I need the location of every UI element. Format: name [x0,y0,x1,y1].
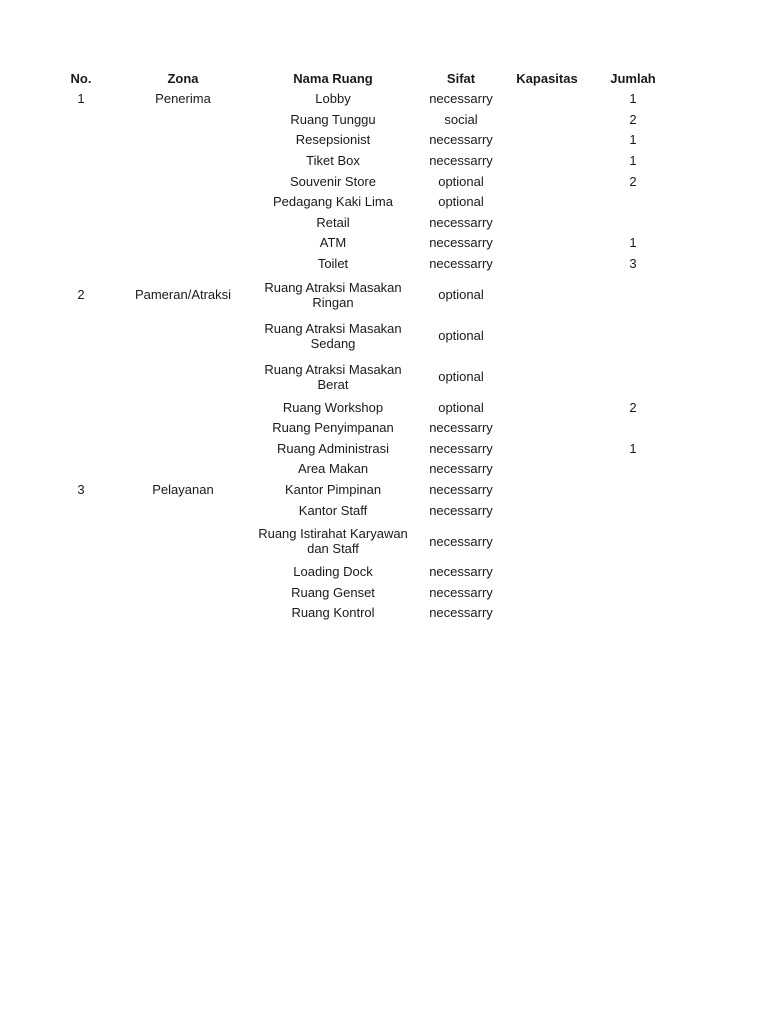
header-jumlah: Jumlah [610,70,656,86]
cell-nama-ruang: Pedagang Kaki Lima [273,194,393,210]
cell-jumlah [590,213,676,234]
cell-nama-ruang: Kantor Pimpinan [284,482,382,498]
cell-zona [118,459,248,480]
cell-zona [118,254,248,275]
cell-zona [118,397,248,418]
cell-kapasitas [504,356,590,397]
cell-no [44,171,118,192]
cell-sifat: necessarry [429,605,493,621]
cell-sifat: optional [438,194,484,210]
cell-no [44,356,118,397]
cell-kapasitas [504,110,590,131]
cell-zona [118,213,248,234]
cell-sifat: necessarry [429,482,493,498]
cell-zona [118,151,248,172]
cell-kapasitas [504,397,590,418]
cell-sifat: necessarry [429,502,493,518]
cell-sifat: necessarry [429,235,493,251]
cell-sifat: optional [438,399,484,415]
table-row [44,315,676,356]
cell-sifat: necessarry [429,440,493,456]
cell-jumlah: 1 [629,440,637,456]
cell-no [44,562,118,583]
cell-kapasitas [504,274,590,315]
header-sifat: Sifat [446,70,476,86]
cell-zona [118,439,248,460]
cell-kapasitas [504,233,590,254]
cell-jumlah: 2 [629,399,637,415]
cell-sifat: necessarry [429,153,493,169]
cell-zona [118,521,248,562]
cell-kapasitas [504,315,590,356]
table-row [44,151,676,172]
cell-jumlah: 1 [629,153,637,169]
cell-zona [118,418,248,439]
cell-zona [118,583,248,604]
cell-nama-ruang: Tiket Box [306,153,360,169]
cell-nama-ruang: Ruang Atraksi Masakan Sedang [264,320,402,351]
cell-sifat: optional [438,287,484,303]
cell-jumlah: 2 [629,111,637,127]
cell-zona [118,500,248,521]
cell-no [44,521,118,562]
table-row [44,274,676,315]
table-row [44,130,676,151]
cell-no [44,110,118,131]
table-row [44,89,676,110]
cell-zona [118,356,248,397]
cell-nama-ruang: Resepsionist [295,132,371,148]
cell-kapasitas [504,151,590,172]
table-row [44,213,676,234]
table-row [44,500,676,521]
cell-kapasitas [504,254,590,275]
cell-kapasitas [504,439,590,460]
cell-jumlah [590,480,676,501]
header-kapasitas: Kapasitas [516,70,578,86]
cell-sifat: necessarry [429,584,493,600]
cell-jumlah [590,356,676,397]
cell-zona [118,110,248,131]
table-row [44,397,676,418]
cell-zona [118,171,248,192]
header-row [44,68,676,89]
table-row [44,562,676,583]
cell-kapasitas [504,480,590,501]
cell-jumlah [590,274,676,315]
cell-kapasitas [504,130,590,151]
cell-nama-ruang: Ruang Atraksi Masakan Ringan [264,279,402,310]
table-row [44,171,676,192]
header-nama-ruang: Nama Ruang [293,70,373,86]
table-row [44,254,676,275]
cell-sifat: optional [438,328,484,344]
cell-sifat: necessarry [429,420,493,436]
cell-sifat: necessarry [429,564,493,580]
cell-sifat: optional [438,173,484,189]
cell-zona [118,192,248,213]
cell-jumlah [590,418,676,439]
cell-nama-ruang: Area Makan [297,461,369,477]
table-row [44,480,676,501]
cell-no [44,397,118,418]
table-row [44,110,676,131]
cell-kapasitas [504,213,590,234]
cell-jumlah: 1 [629,91,637,107]
cell-nama-ruang: Ruang Genset [291,584,375,600]
cell-sifat: necessarry [429,256,493,272]
cell-sifat: necessarry [429,461,493,477]
cell-kapasitas [504,521,590,562]
cell-sifat: necessarry [429,533,493,549]
table-body [44,89,676,624]
cell-jumlah [590,192,676,213]
table-row [44,521,676,562]
cell-zona [118,130,248,151]
cell-no [44,418,118,439]
cell-no: 3 [77,482,85,498]
cell-nama-ruang: ATM [319,235,347,251]
table-row [44,583,676,604]
cell-no [44,192,118,213]
cell-jumlah: 1 [629,132,637,148]
cell-nama-ruang: Loading Dock [293,564,373,580]
cell-zona: Pelayanan [152,482,214,498]
cell-nama-ruang: Toilet [317,256,349,272]
cell-no: 1 [77,91,85,107]
cell-kapasitas [504,562,590,583]
cell-jumlah [590,459,676,480]
table-row [44,459,676,480]
cell-no [44,233,118,254]
table-row [44,418,676,439]
cell-kapasitas [504,459,590,480]
cell-no [44,459,118,480]
cell-nama-ruang: Souvenir Store [290,173,376,189]
cell-sifat: necessarry [429,132,493,148]
cell-zona: Pameran/Atraksi [134,287,232,303]
table-row [44,233,676,254]
cell-nama-ruang: Kantor Staff [298,502,368,518]
cell-nama-ruang: Ruang Atraksi Masakan Berat [264,361,402,392]
cell-sifat: optional [438,369,484,385]
cell-no [44,213,118,234]
cell-jumlah [590,500,676,521]
cell-kapasitas [504,603,590,624]
cell-jumlah: 3 [629,256,637,272]
cell-nama-ruang: Retail [316,214,350,230]
cell-zona [118,233,248,254]
cell-kapasitas [504,418,590,439]
table-row [44,356,676,397]
cell-sifat: social [444,111,478,127]
cell-nama-ruang: Ruang Penyimpanan [272,420,394,436]
cell-nama-ruang: Ruang Kontrol [291,605,375,621]
cell-jumlah: 1 [629,235,637,251]
cell-no [44,315,118,356]
cell-sifat: necessarry [429,91,493,107]
cell-zona [118,603,248,624]
table-row [44,439,676,460]
table-row [44,603,676,624]
cell-kapasitas [504,89,590,110]
cell-nama-ruang: Ruang Istirahat Karyawan dan Staff [258,526,408,557]
cell-no [44,583,118,604]
table-row [44,192,676,213]
cell-zona [118,562,248,583]
cell-jumlah [590,521,676,562]
cell-zona: Penerima [155,91,211,107]
cell-jumlah [590,562,676,583]
cell-no [44,439,118,460]
cell-kapasitas [504,192,590,213]
cell-sifat: necessarry [429,214,493,230]
cell-kapasitas [504,583,590,604]
cell-nama-ruang: Ruang Workshop [282,399,384,415]
cell-no [44,603,118,624]
cell-nama-ruang: Lobby [315,91,351,107]
cell-no [44,500,118,521]
cell-no: 2 [77,287,85,303]
cell-no [44,151,118,172]
room-table [44,68,676,624]
cell-jumlah [590,583,676,604]
cell-no [44,130,118,151]
cell-zona [118,315,248,356]
cell-jumlah [590,315,676,356]
header-no: No. [70,70,92,86]
cell-nama-ruang: Ruang Administrasi [277,440,389,456]
cell-kapasitas [504,171,590,192]
cell-jumlah: 2 [629,173,637,189]
header-zona: Zona [167,70,199,86]
cell-kapasitas [504,500,590,521]
cell-no [44,254,118,275]
cell-nama-ruang: Ruang Tunggu [290,111,376,127]
cell-jumlah [590,603,676,624]
